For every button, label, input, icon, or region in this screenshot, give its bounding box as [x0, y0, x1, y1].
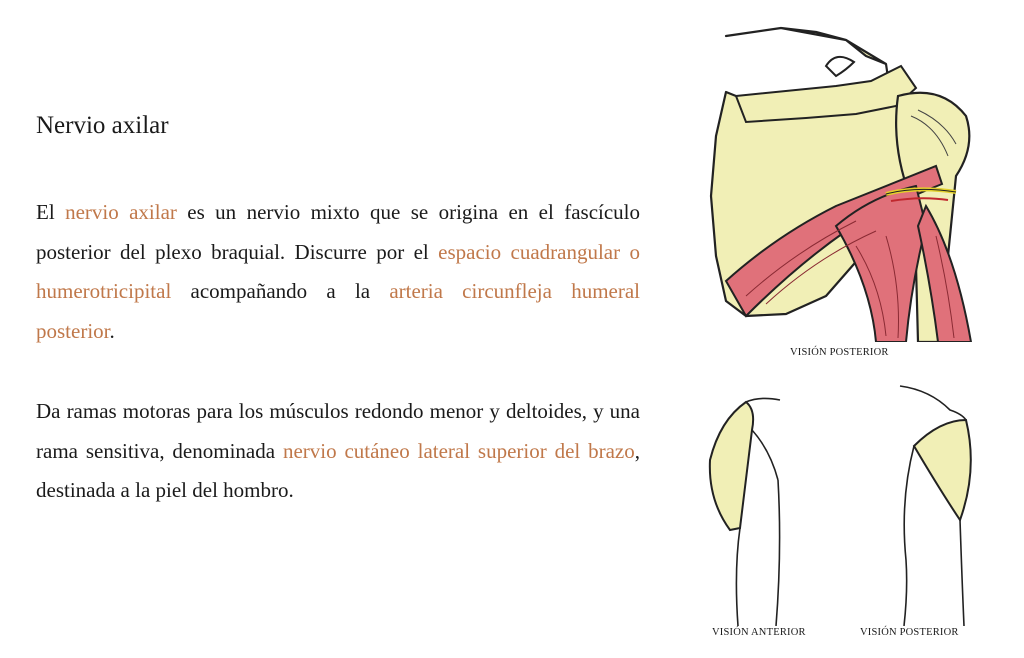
page-title: Nervio axilar [36, 112, 169, 139]
dermatome-anterior-illustration [700, 390, 810, 626]
caption-vision-posterior-top: VISIÓN POSTERIOR [790, 347, 889, 358]
coracoid-shape [826, 57, 854, 76]
link-nervio-axilar[interactable]: nervio axilar [65, 200, 177, 224]
text-segment: acompañando a la [171, 279, 390, 303]
text-segment: , destinada a la piel del hombro. [36, 438, 641, 502]
anterior-shoulder-zone [710, 402, 753, 530]
link-nervio-cutaneo[interactable]: nervio cutáneo lateral superior del brazo [282, 438, 635, 463]
description-paragraph-1 [36, 193, 640, 351]
shoulder-posterior-illustration [686, 26, 978, 342]
description-paragraph-2 [36, 392, 640, 511]
caption-vision-anterior: VISIÓN ANTERIOR [712, 627, 806, 638]
caption-vision-posterior-bottom: VISIÓN POSTERIOR [860, 627, 959, 638]
text-segment: es un nervio mixto que se origina en el fascículo posterior del plexo braquial. Discurre por el [36, 200, 641, 264]
link-arteria-circunfleja[interactable]: arteria circunfleja humeral posterior [36, 279, 640, 343]
dermatome-posterior-illustration [880, 380, 980, 626]
text-segment: El [36, 200, 66, 224]
link-espacio-cuadrangular[interactable]: espacio cuadrangular o humerotricipital [36, 239, 640, 303]
text-segment: . [109, 318, 115, 343]
text-segment: Da ramas motoras para los músculos redondo menor y deltoides, y una rama sensitiva, denominada [36, 399, 640, 463]
posterior-shoulder-zone [914, 420, 971, 520]
